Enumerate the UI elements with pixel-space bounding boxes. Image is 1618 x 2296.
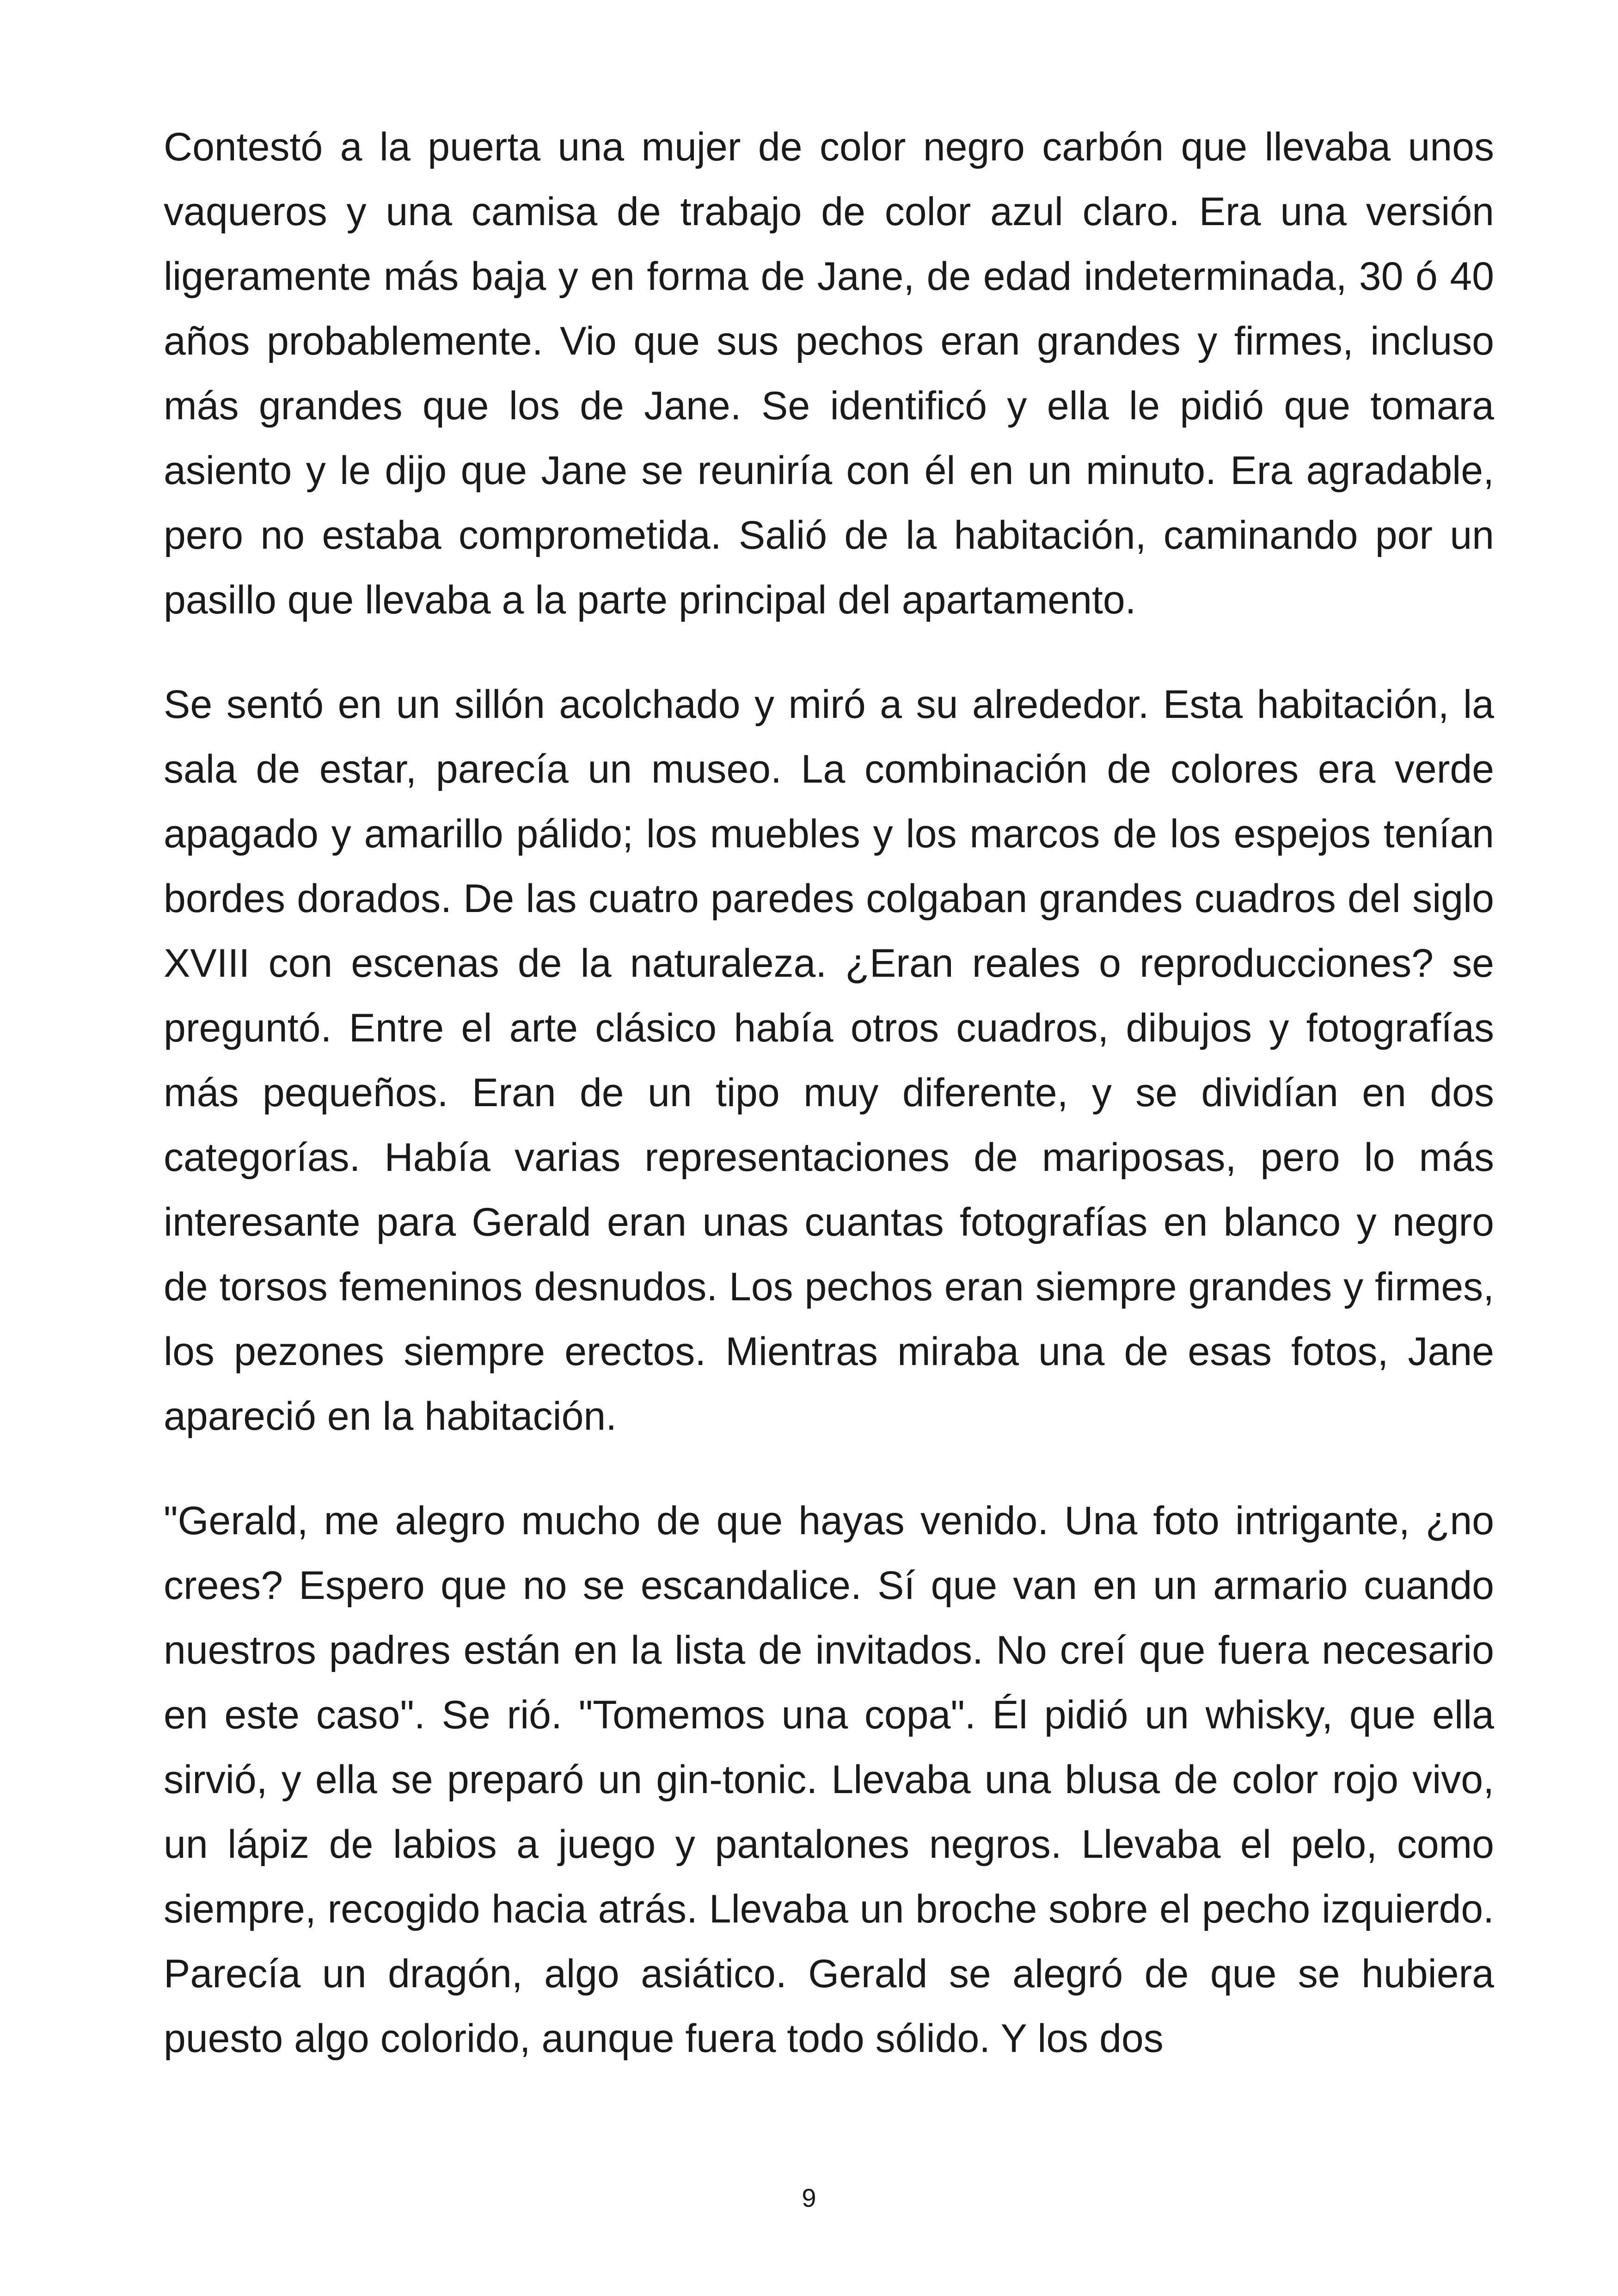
- paragraph-3: "Gerald, me alegro mucho de que hayas venido. Una foto intrigante, ¿no crees? Espero que no se escandalice. Sí que van en un armario cuando nuestros padres están en la lista de invitados. No creí que fuera necesario en este caso". Se rió. "Tomemos una copa". Él pidió un whisky, que ella sirvió, y ella se preparó un gin-tonic. Llevaba una blusa de color rojo vivo, un lápiz de labios a juego y pantalones negros. Llevaba el pelo, como siempre, recogido hacia atrás. Llevaba un broche sobre el pecho izquierdo. Parecía un dragón, algo asiático. Gerald se alegró de que se hubiera puesto algo colorido, aunque fuera todo sólido. Y los dos: [164, 1499, 1494, 2061]
- body-text: [164, 115, 1494, 2071]
- paragraph-1: Contestó a la puerta una mujer de color negro carbón que llevaba unos vaqueros y una camisa de trabajo de color azul claro. Era una versión ligeramente más baja y en forma de Jane, de edad indeterminada, 30 ó 40 años probablemente. Vio que sus pechos eran grandes y firmes, incluso más grandes que los de Jane. Se identificó y ella le pidió que tomara asiento y le dijo que Jane se reuniría con él en un minuto. Era agradable, pero no estaba comprometida. Salió de la habitación, caminando por un pasillo que llevaba a la parte principal del apartamento.: [164, 125, 1494, 622]
- paragraph-2: Se sentó en un sillón acolchado y miró a su alrededor. Esta habitación, la sala de estar, parecía un museo. La combinación de colores era verde apagado y amarillo pálido; los muebles y los marcos de los espejos tenían bordes dorados. De las cuatro paredes colgaban grandes cuadros del siglo XVIII con escenas de la naturaleza. ¿Eran reales o reproducciones? se preguntó. Entre el arte clásico había otros cuadros, dibujos y fotografías más pequeños. Eran de un tipo muy diferente, y se dividían en dos categorías. Había varias representaciones de mariposas, pero lo más interesante para Gerald eran unas cuantas fotografías en blanco y negro de torsos femeninos desnudos. Los pechos eran siempre grandes y firmes, los pezones siempre erectos. Mientras miraba una de esas fotos, Jane apareció en la habitación.: [164, 682, 1494, 1439]
- page-number: 9: [802, 2183, 816, 2212]
